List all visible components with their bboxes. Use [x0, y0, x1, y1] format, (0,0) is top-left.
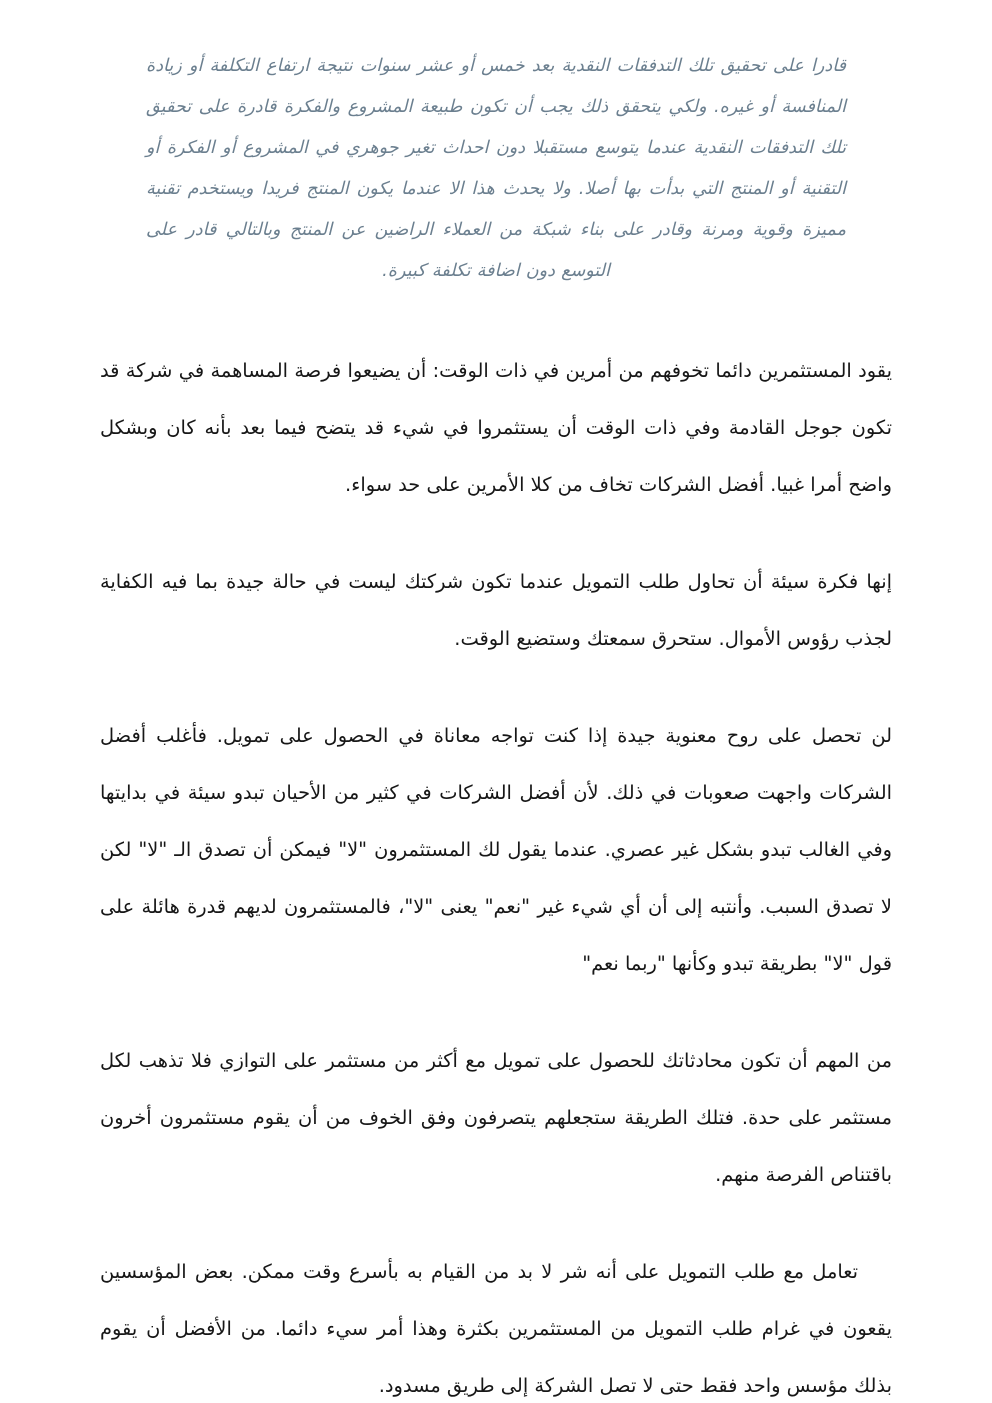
page-content — [100, 46, 892, 1403]
body-paragraph-4: من المهم أن تكون محادثاتك للحصول على تمويل مع أكثر من مستثمر على التوازي فلا تذهب لكل مستثمر على حدة. فتلك الطريقة ستجعلهم يتصرفون وفق الخوف من أن يقوم مستثمرون أخرون باقتناص الفرصة منهم. — [100, 1049, 892, 1186]
body-paragraph-1: يقود المستثمرين دائما تخوفهم من أمرين في ذات الوقت: أن يضيعوا فرصة المساهمة في شركة قد تكون جوجل القادمة وفي ذات الوقت أن يستثمروا في شيء قد يتضح فيما بعد بأنه كان وبشكل واضح أمرا غبيا. أفضل الشركات تخاف من كلا الأمرين على حد سواء. — [100, 359, 892, 496]
body-paragraph-5: تعامل مع طلب التمويل على أنه شر لا بد من القيام به بأسرع وقت ممكن. بعض المؤسسين يقعون في غرام طلب التمويل من المستثمرين بكثرة وهذا أمر سيء دائما. من الأفضل أن يقوم بذلك مؤسس واحد فقط حتى لا تصل الشركة إلى طريق مسدود. — [100, 1260, 892, 1397]
continued-quote-block: قادرا على تحقيق تلك التدفقات النقدية بعد خمس أو عشر سنوات نتيجة ارتفاع التكلفة أو زيادة المنافسة أو غيره. ولكي يتحقق ذلك يجب أن تكون طبيعة المشروع والفكرة قادرة على تحقيق تلك التدفقات النقدية عندما يتوسع مستقبلا دون احداث تغير جوهري في المشروع أو الفكرة أو التقنية أو المنتج التي بدأت بها أصلا. ولا يحدث هذا الا عندما يكون المنتج فريدا ويستخدم تقنية مميزة وقوية ومرنة وقادر على بناء شبكة من العملاء الراضين عن المنتج وبالتالي قادر على التوسع دون اضافة تكلفة كبيرة. — [146, 56, 846, 281]
body-paragraph-2: إنها فكرة سيئة أن تحاول طلب التمويل عندما تكون شركتك ليست في حالة جيدة بما فيه الكفاية لجذب رؤوس الأموال. ستحرق سمعتك وستضيع الوقت. — [100, 570, 892, 650]
body-paragraph-3: لن تحصل على روح معنوية جيدة إذا كنت تواجه معاناة في الحصول على تمويل. فأغلب أفضل الشركات واجهت صعوبات في ذلك. لأن أفضل الشركات في كثير من الأحيان تبدو سيئة في بدايتها وفي الغالب تبدو بشكل غير عصري. عندما يقول لك المستثمرون "لا" فيمكن أن تصدق الـ "لا" لكن لا تصدق السبب. وأنتبه إلى أن أي شيء غير "نعم" يعنى "لا"، فالمستثمرون لديهم قدرة هائلة على قول "لا" بطريقة تبدو وكأنها "ربما نعم" — [100, 724, 892, 975]
